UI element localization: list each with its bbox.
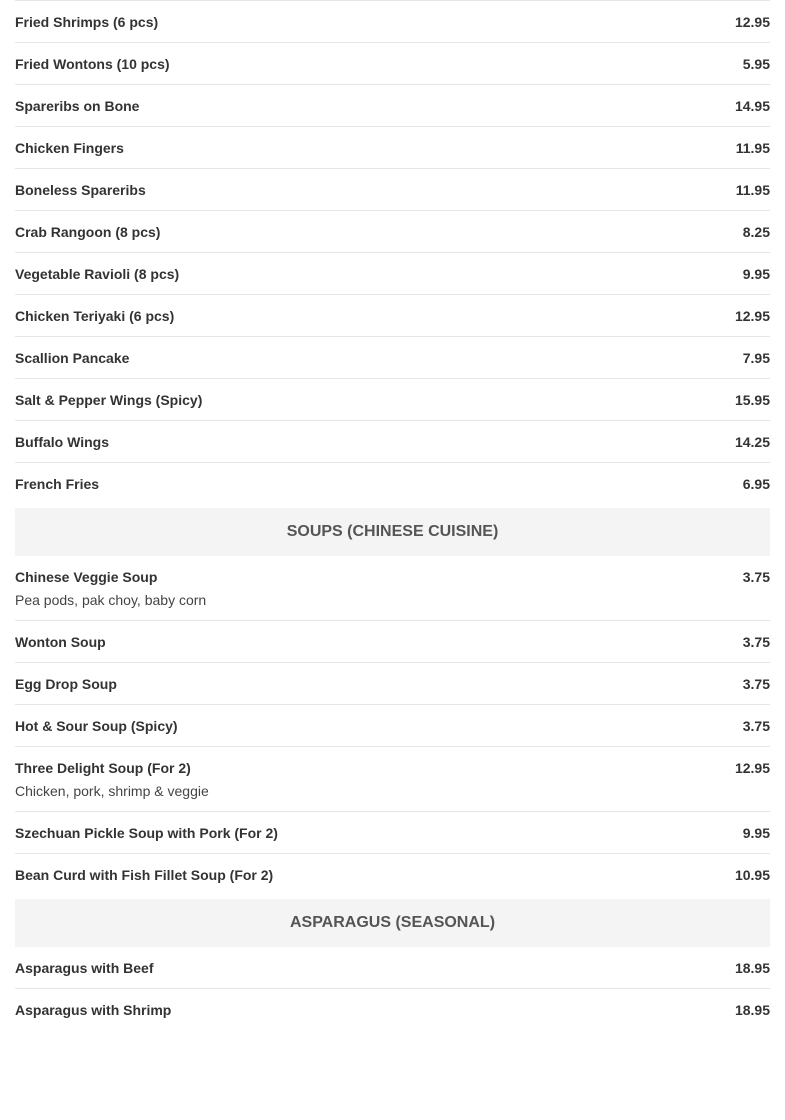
item-name: Chicken Teriyaki (6 pcs) bbox=[15, 308, 175, 324]
item-price: 5.95 bbox=[742, 56, 770, 72]
item-name: Salt & Pepper Wings (Spicy) bbox=[15, 392, 203, 408]
item-name: Egg Drop Soup bbox=[15, 676, 117, 692]
item-name: Buffalo Wings bbox=[15, 434, 109, 450]
menu-item[interactable] bbox=[15, 746, 770, 811]
item-description: Pea pods, pak choy, baby corn bbox=[15, 592, 207, 608]
menu-item[interactable] bbox=[15, 0, 770, 42]
menu-item[interactable] bbox=[15, 252, 770, 294]
item-name: French Fries bbox=[15, 476, 100, 492]
item-price: 12.95 bbox=[734, 308, 770, 324]
item-name: Spareribs on Bone bbox=[15, 98, 140, 114]
item-price: 14.95 bbox=[734, 98, 770, 114]
section-header-soups: SOUPS (CHINESE CUISINE) bbox=[15, 508, 770, 556]
menu-item[interactable] bbox=[15, 662, 770, 704]
menu-item[interactable] bbox=[15, 420, 770, 462]
item-price: 11.95 bbox=[735, 182, 770, 198]
item-name: Fried Wontons (10 pcs) bbox=[15, 56, 170, 72]
item-price: 9.95 bbox=[742, 266, 770, 282]
item-price: 15.95 bbox=[734, 392, 770, 408]
item-name: Three Delight Soup (For 2) bbox=[15, 760, 191, 776]
item-price: 8.25 bbox=[742, 224, 770, 240]
item-price: 10.95 bbox=[734, 867, 770, 883]
menu-list bbox=[15, 0, 770, 1030]
menu-item[interactable] bbox=[15, 704, 770, 746]
menu-item[interactable] bbox=[15, 378, 770, 420]
item-name: Chicken Fingers bbox=[15, 140, 124, 156]
menu-item[interactable] bbox=[15, 168, 770, 210]
item-price: 12.95 bbox=[734, 760, 770, 776]
menu-item[interactable] bbox=[15, 42, 770, 84]
item-name: Chinese Veggie Soup bbox=[15, 569, 158, 585]
item-price: 3.75 bbox=[742, 569, 770, 585]
menu-item[interactable] bbox=[15, 620, 770, 662]
menu-item[interactable] bbox=[15, 210, 770, 252]
item-price: 3.75 bbox=[742, 676, 770, 692]
menu-item[interactable] bbox=[15, 84, 770, 126]
item-name: Asparagus with Beef bbox=[15, 960, 154, 976]
menu-item[interactable] bbox=[15, 556, 770, 620]
item-price: 14.25 bbox=[734, 434, 770, 450]
item-name: Crab Rangoon (8 pcs) bbox=[15, 224, 161, 240]
menu-item[interactable] bbox=[15, 294, 770, 336]
item-price: 3.75 bbox=[742, 634, 770, 650]
item-name: Asparagus with Shrimp bbox=[15, 1002, 172, 1018]
menu-item[interactable] bbox=[15, 336, 770, 378]
item-price: 9.95 bbox=[742, 825, 770, 841]
item-price: 6.95 bbox=[742, 476, 770, 492]
item-name: Vegetable Ravioli (8 pcs) bbox=[15, 266, 180, 282]
item-name: Bean Curd with Fish Fillet Soup (For 2) bbox=[15, 867, 274, 883]
item-price: 18.95 bbox=[734, 960, 770, 976]
menu-item[interactable] bbox=[15, 988, 770, 1030]
item-price: 11.95 bbox=[735, 140, 770, 156]
item-price: 18.95 bbox=[734, 1002, 770, 1018]
menu-item[interactable] bbox=[15, 462, 770, 504]
menu-item[interactable] bbox=[15, 126, 770, 168]
section-header-asparagus: ASPARAGUS (SEASONAL) bbox=[15, 899, 770, 947]
item-name: Scallion Pancake bbox=[15, 350, 130, 366]
item-description: Chicken, pork, shrimp & veggie bbox=[15, 783, 209, 799]
item-name: Hot & Sour Soup (Spicy) bbox=[15, 718, 178, 734]
item-name: Boneless Spareribs bbox=[15, 182, 146, 198]
menu-item[interactable] bbox=[15, 853, 770, 895]
item-price: 7.95 bbox=[742, 350, 770, 366]
item-price: 12.95 bbox=[734, 14, 770, 30]
item-name: Fried Shrimps (6 pcs) bbox=[15, 14, 159, 30]
item-name: Szechuan Pickle Soup with Pork (For 2) bbox=[15, 825, 278, 841]
menu-item[interactable] bbox=[15, 811, 770, 853]
item-price: 3.75 bbox=[742, 718, 770, 734]
item-name: Wonton Soup bbox=[15, 634, 106, 650]
menu-item[interactable] bbox=[15, 947, 770, 988]
